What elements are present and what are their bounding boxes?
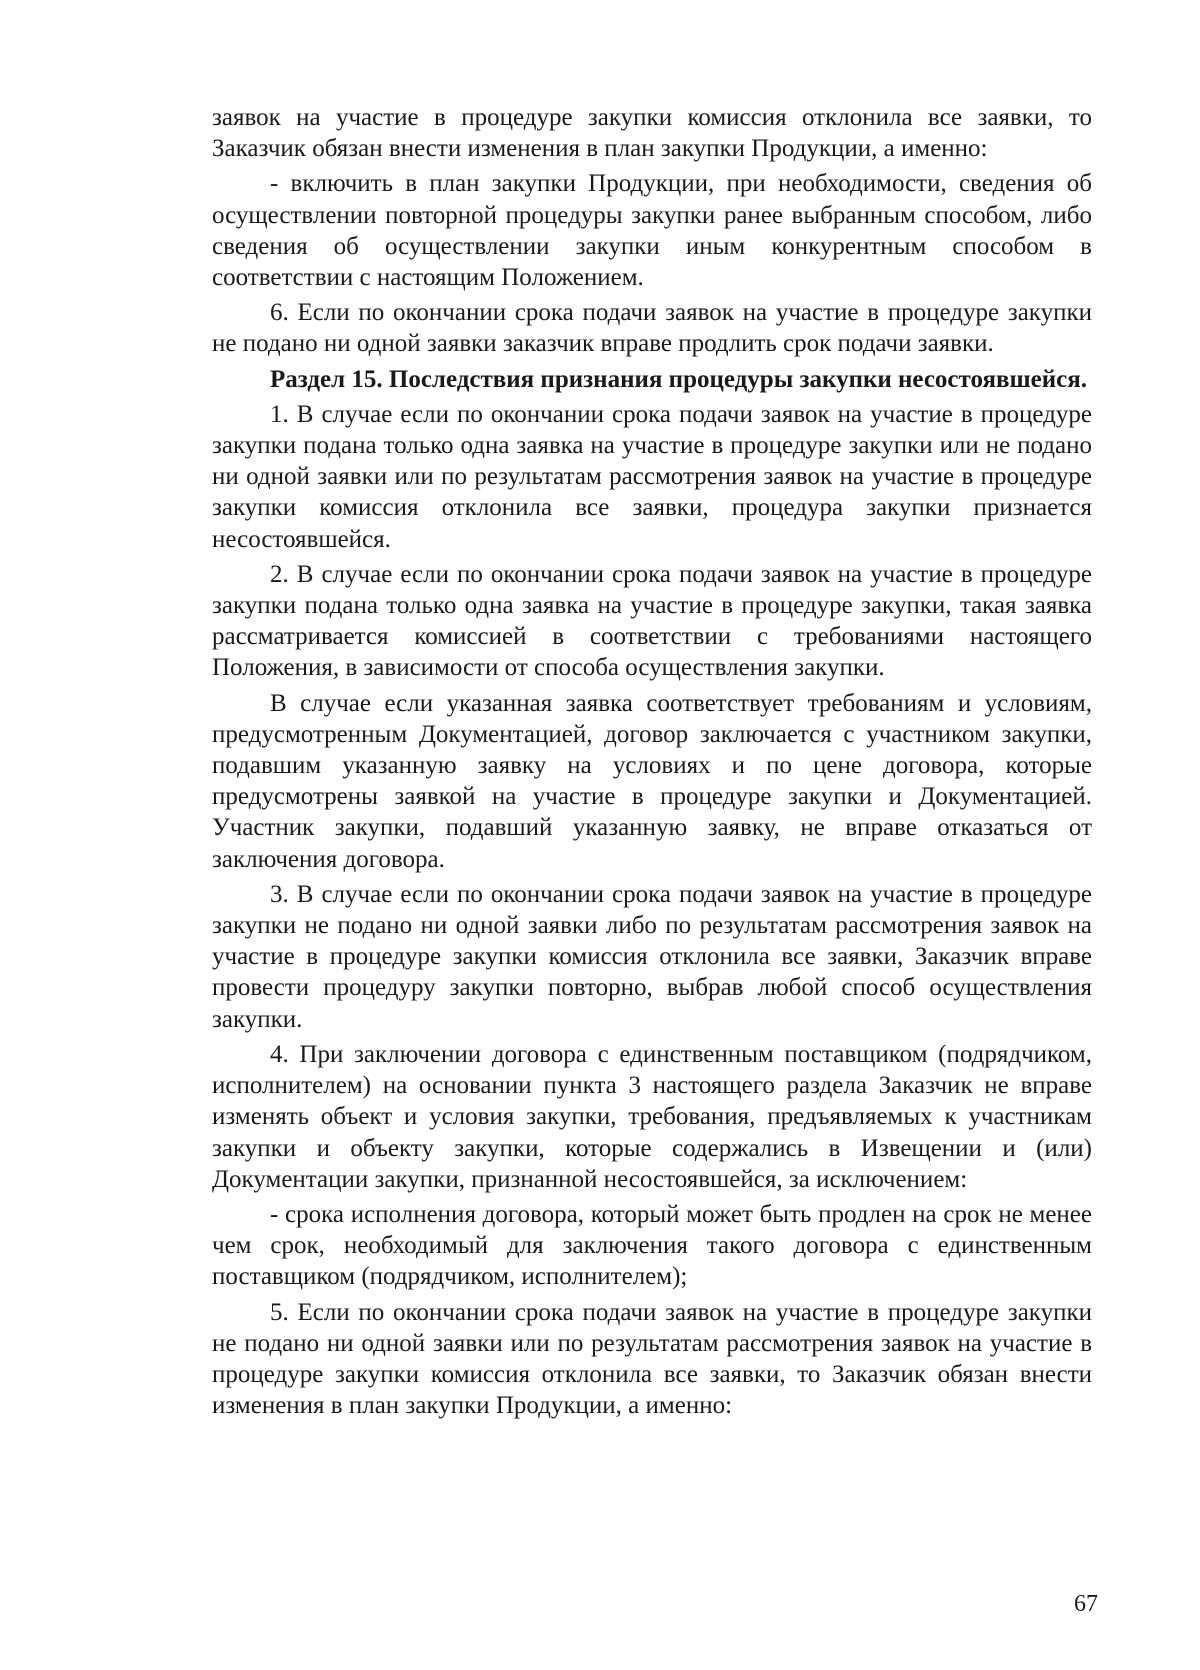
section-heading: Раздел 15. Последствия признания процедуры закупки несостоявшейся. [270,365,1088,393]
paragraph-item-5: 5. Если по окончании срока подачи заявок на участие в процедуре закупки не подано ни одной заявки или по результатам рассмотрения заявок на участие в процедуре закупки комиссия отклонила все заявки, то Заказчик обязан внести изменения в план закупки Продукции, а именно: [212,1298,1092,1420]
page-number: 67 [1074,1591,1098,1617]
paragraph-item-3: 3. В случае если по окончании срока подачи заявок на участие в процедуре закупки не подано ни одной заявки либо по результатам рассмотрения заявок на участие в процедуре закупки комиссия отклонила все заявки, Заказчик вправе провести процедуру закупки повторно, выбрав любой способ осуществления закупки. [212,880,1092,1033]
document-page [212,102,1092,1425]
paragraph-item-6: 6. Если по окончании срока подачи заявок на участие в процедуре закупки не подано ни одной заявки заказчик вправе продлить срок подачи заявки. [212,299,1092,358]
paragraph-continuation: заявок на участие в процедуре закупки комиссия отклонила все заявки, то Заказчик обязан внести изменения в план закупки Продукции, а именно: [212,104,1092,163]
paragraph-item-4: 4. При заключении договора с единственным поставщиком (подрядчиком, исполнителем) на основании пункта 3 настоящего раздела Заказчик не вправе изменять объект и условия закупки, требования, предъявляемых к участникам закупки и объекту закупки, которые содержались в Извещении и (или) Документации закупки, признанной несостоявшейся, за исключением: [212,1040,1092,1193]
paragraph-bullet-include-plan: - включить в план закупки Продукции, при необходимости, сведения об осуществлении повторной процедуры закупки ранее выбранным способом, либо сведения об осуществлении закупки иным конкурентным способом в соответствии с настоящим Положением. [212,170,1092,292]
paragraph-item-2-continued: В случае если указанная заявка соответствует требованиям и условиям, предусмотренным Документацией, договор заключается с участником закупки, подавшим указанную заявку на условиях и по цене договора, которые предусмотрены заявкой на участие в процедуре закупки и Документацией. Участник закупки, подавший указанную заявку, не вправе отказаться от заключения договора. [212,689,1092,873]
paragraph-bullet-contract-term: - срока исполнения договора, который может быть продлен на срок не менее чем срок, необходимый для заключения такого договора с единственным поставщиком (подрядчиком, исполнителем); [212,1200,1092,1291]
paragraph-item-1: 1. В случае если по окончании срока подачи заявок на участие в процедуре закупки подана только одна заявка на участие в процедуре закупки или не подано ни одной заявки или по результатам рассмотрения заявок на участие в процедуре закупки комиссия отклонила все заявки, процедура закупки признается несостоявшейся. [212,400,1092,553]
paragraph-item-2: 2. В случае если по окончании срока подачи заявок на участие в процедуре закупки подана только одна заявка на участие в процедуре закупки, такая заявка рассматривается комиссией в соответствии с требованиями настоящего Положения, в зависимости от способа осуществления закупки. [212,560,1092,682]
